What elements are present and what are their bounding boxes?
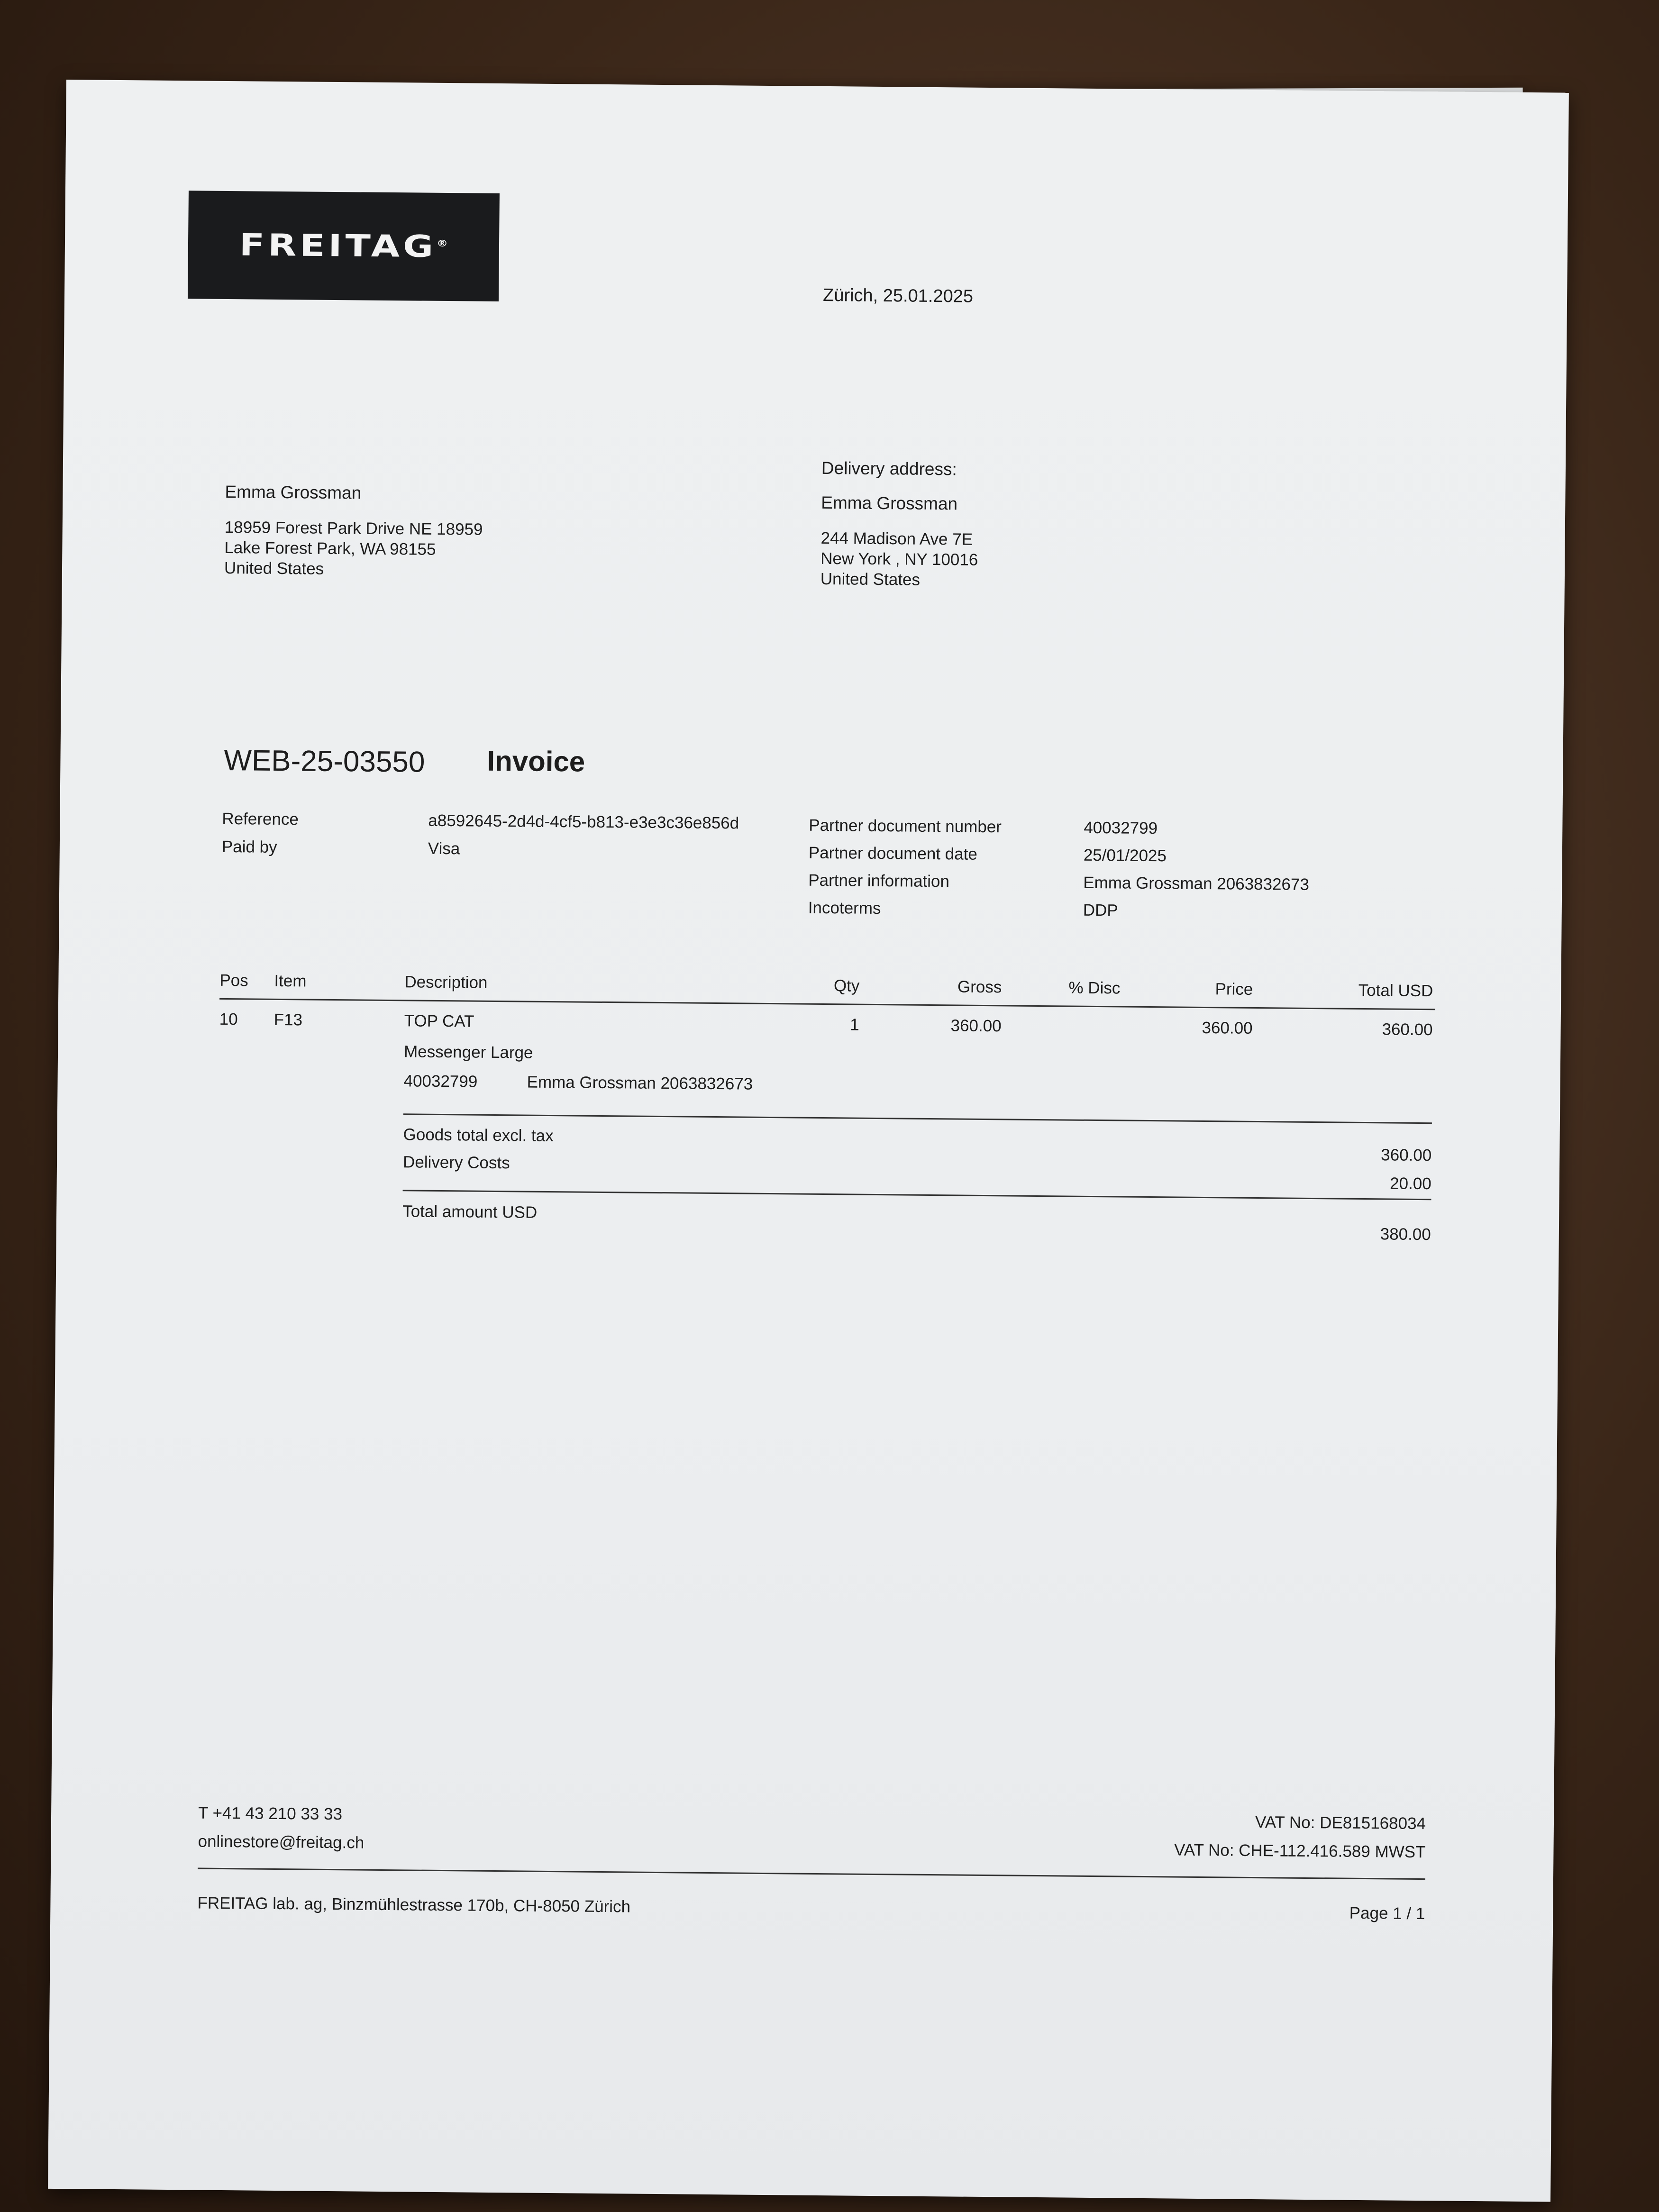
billing-name: Emma Grossman (225, 482, 362, 503)
place-date: Zürich, 25.01.2025 (822, 285, 974, 307)
reference-label: Reference (222, 809, 299, 829)
delivery-address (820, 528, 978, 591)
registered-mark: ® (437, 237, 448, 249)
reference-value: a8592645-2d4d-4cf5-b813-e3e3c36e856d (428, 811, 739, 833)
goods-total-value: 360.00 (1381, 1146, 1432, 1165)
col-header-price: Price (1215, 980, 1253, 999)
paid-by-label: Paid by (221, 837, 277, 856)
row-price: 360.00 (1202, 1018, 1253, 1038)
delivery-line2: New York , NY 10016 (820, 549, 978, 569)
footer-email: onlinestore@freitag.ch (198, 1832, 365, 1852)
row-partner-info: Emma Grossman 2063832673 (527, 1073, 753, 1093)
row-description2: Messenger Large (403, 1042, 533, 1062)
col-header-total: Total USD (1358, 981, 1433, 1001)
goods-total-label: Goods total excl. tax (403, 1125, 554, 1146)
col-header-disc: % Disc (1068, 978, 1121, 998)
footer-page-number: Page 1 / 1 (1349, 1903, 1425, 1923)
row-item: F13 (273, 1010, 303, 1029)
table-header-rule (219, 998, 1435, 1010)
footer-vat-ch: VAT No: CHE-112.416.589 MWST (1174, 1840, 1426, 1862)
total-amount-value: 380.00 (1380, 1225, 1431, 1244)
incoterms-value: DDP (1083, 901, 1118, 920)
footer-contact (198, 1799, 365, 1857)
invoice-page (48, 80, 1569, 2202)
col-header-description: Description (404, 973, 488, 992)
billing-address (224, 517, 483, 581)
delivery-line3: United States (820, 569, 921, 589)
total-amount-label: Total amount USD (402, 1202, 538, 1222)
delivery-costs-label: Delivery Costs (402, 1153, 510, 1173)
billing-line3: United States (224, 558, 324, 578)
footer-vat (1141, 1807, 1426, 1866)
totals-rule-bottom (403, 1190, 1431, 1200)
delivery-name: Emma Grossman (821, 492, 958, 514)
row-gross: 360.00 (950, 1016, 1002, 1036)
incoterms-label: Incoterms (808, 898, 881, 918)
footer-rule (198, 1868, 1425, 1880)
partner-info-label: Partner information (808, 871, 950, 891)
footer-phone: T +41 43 210 33 33 (198, 1803, 343, 1824)
col-header-qty: Qty (833, 976, 860, 995)
row-partner-doc: 40032799 (403, 1072, 478, 1091)
delivery-line1: 244 Madison Ave 7E (820, 528, 973, 549)
delivery-label: Delivery address: (821, 458, 957, 479)
footer-vat-de: VAT No: DE815168034 (1255, 1813, 1426, 1833)
partner-doc-date-value: 25/01/2025 (1083, 846, 1167, 865)
billing-line1: 18959 Forest Park Drive NE 18959 (224, 518, 483, 539)
col-header-gross: Gross (957, 977, 1002, 997)
col-header-pos: Pos (219, 971, 248, 990)
col-header-item: Item (274, 971, 307, 991)
freitag-logo (188, 191, 500, 301)
delivery-costs-value: 20.00 (1390, 1174, 1431, 1193)
row-pos: 10 (219, 1010, 238, 1029)
billing-line2: Lake Forest Park, WA 98155 (224, 538, 436, 559)
document-number: WEB-25-03550 (224, 744, 425, 779)
totals-rule-top (403, 1113, 1432, 1124)
row-total: 360.00 (1382, 1020, 1433, 1039)
partner-doc-date-label: Partner document date (808, 843, 978, 864)
footer-company: FREITAG lab. ag, Binzmühlestrasse 170b, CH-8050 Zürich (197, 1893, 631, 1916)
row-description: TOP CAT (404, 1011, 474, 1031)
partner-info-value: Emma Grossman 2063832673 (1083, 873, 1310, 894)
partner-doc-number-value: 40032799 (1084, 818, 1158, 838)
logo-wordmark: FREITAG® (239, 228, 448, 264)
paid-by-value: Visa (428, 839, 460, 858)
row-qty: 1 (850, 1015, 859, 1034)
partner-doc-number-label: Partner document number (809, 816, 1002, 837)
row-disc (1025, 1017, 1120, 1018)
document-title: Invoice (487, 745, 585, 778)
